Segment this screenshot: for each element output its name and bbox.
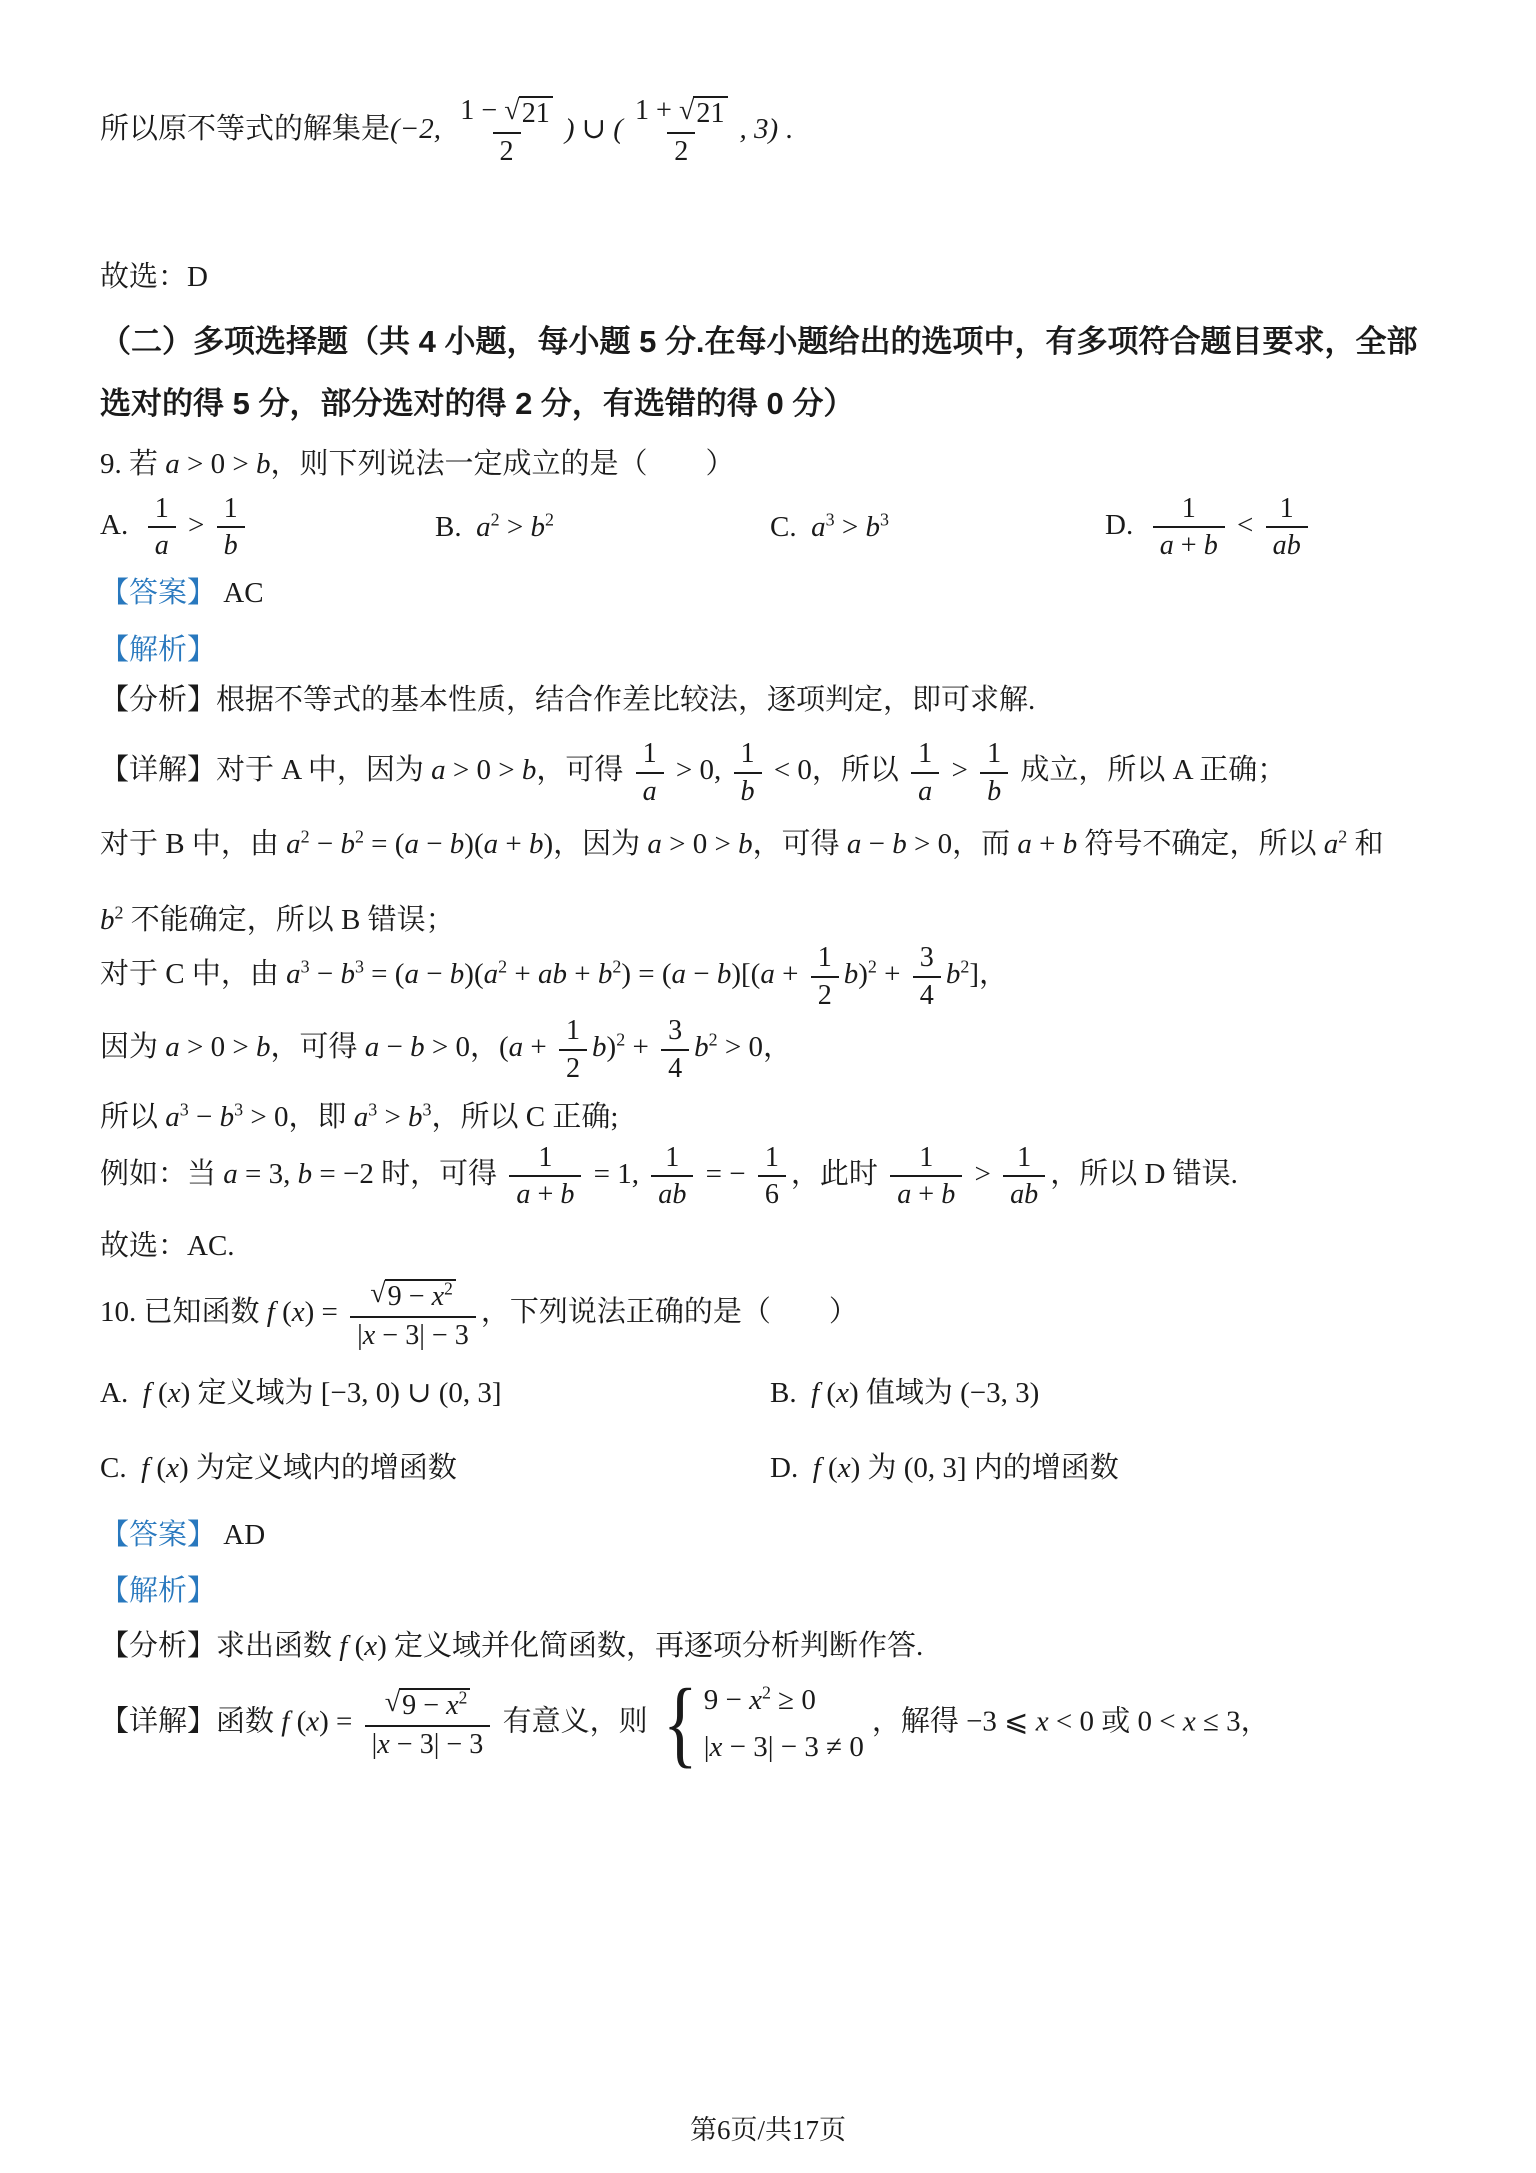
q10-detail: 【详解】函数 f (x) = √ $9 - x^2$ |x − 3| − 3 有意义，则 { $9 - x^2 \ge 0$ |x − 3| − 3 ≠ 0 ，解得 −3 ⩽ x < 0 或 0 < x ≤ 3， bbox=[100, 1667, 1270, 1778]
q10-option-d: D. f (x) 为 (0, 3] 内的增函数 bbox=[770, 1451, 1119, 1484]
q9-conclusion: 故选：AC. bbox=[100, 1229, 235, 1262]
q9-option-a: A. $\frac{1}{a}$ > $\frac{1}{b}$ bbox=[100, 493, 435, 562]
q9-options-row bbox=[100, 493, 1436, 562]
q9-option-b: B. $a^2 > b^2$ bbox=[435, 509, 554, 544]
q8-solution-set-line: 所以原不等式的解集是(−2, 1 − √ 21 2 ) ∪ ( 1 + √ 21 2 , 3) . bbox=[100, 95, 793, 168]
q9-detail-option-b-line2: $b^2$ 不能确定，所以 B 错误； bbox=[100, 902, 455, 936]
q9-detail-option-c-line2: 因为 a > 0 > b，可得 a − b > 0，(a + $\frac{1}{2}$ b)$^2$ + $\frac{3}{4}$ $b^2 > 0$， bbox=[100, 1015, 792, 1084]
page-footer: 第6页/共17页 bbox=[689, 2115, 846, 2145]
section-heading: （二）多项选择题（共 4 小题，每小题 5 分.在每小题给出的选项中，有多项符合题目要求，全部选对的得 5 分，部分选对的得 2 分，有选错的得 0 分） bbox=[100, 324, 1418, 422]
q9-analysis-label: 【解析】 bbox=[100, 634, 217, 667]
q9-detail-option-d: 例如：当 a = 3, b = −2 时，可得 $\frac{1}{a + b}$ = 1, $\frac{1}{ab}$ = − $\frac{1}{6}$ ，此时 $\frac{1}{a + b}$ > $\frac{1}{ab}$ ，所以 D 错误. bbox=[100, 1141, 1238, 1211]
q10-analysis: 【分析】求出函数 f (x) 定义域并化简函数，再逐项分析判断作答. bbox=[100, 1630, 924, 1663]
q10-answer: 【答案】 AD bbox=[100, 1519, 266, 1552]
q10-option-a: A. f (x) 定义域为 [−3, 0) ∪ (0, 3] bbox=[100, 1377, 502, 1410]
q10-option-c: C. f (x) 为定义域内的增函数 bbox=[100, 1451, 457, 1484]
q9-option-c: C. $a^3 > b^3$ bbox=[770, 509, 889, 544]
q9-detail-option-c-line3: 所以 $a^3 - b^3 > 0$，即 $a^3 > b^3$，所以 C 正确; bbox=[100, 1099, 619, 1134]
q9-detail-option-b-line1: 对于 B 中，由 $a^2 - b^2 = (a - b)(a + b)$，因为 a > 0 > b，可得 a − b > 0，而 a + b 符号不确定，所以 $a^2$ 和 bbox=[100, 826, 1384, 861]
q9-option-d: D. $\frac{1}{a + b}$ < $\frac{1}{ab}$ bbox=[1105, 493, 1436, 562]
q10-stem: 10. 已知函数 f (x) = √ $9 - x^2$ |x − 3| − 3 ，下列说法正确的是（ ） bbox=[100, 1278, 858, 1351]
q9-detail-option-c-line1: 对于 C 中，由 $a^3 - b^3 = (a - b)(a^2$ + ab + $b^2) = (a - b)[(a$ + $\frac{1}{2}$ b)$^2$ + $\frac{3}{4}$ $b^2$]， bbox=[100, 942, 1008, 1011]
q10-options-row1 bbox=[100, 1373, 1436, 1414]
q10-analysis-label: 【解析】 bbox=[100, 1574, 217, 1607]
q9-stem: 9. 若 a > 0 > b，则下列说法一定成立的是（ ） bbox=[100, 448, 735, 481]
q9-answer: 【答案】 AC bbox=[100, 576, 264, 609]
q8-conclusion: 故选：D bbox=[100, 260, 208, 293]
q10-options-row2 bbox=[100, 1448, 1436, 1489]
q10-option-b: B. f (x) 值域为 (−3, 3) bbox=[770, 1377, 1040, 1410]
q9-detail-option-a: 【详解】对于 A 中，因为 a > 0 > b，可得 $\frac{1}{a}$ > 0, $\frac{1}{b}$ < 0，所以 $\frac{1}{a}$ > $\frac{1}{b}$ 成立，所以 A 正确； bbox=[100, 738, 1287, 807]
q9-analysis: 【分析】根据不等式的基本性质，结合作差比较法，逐项判定，即可求解. bbox=[100, 683, 1036, 716]
